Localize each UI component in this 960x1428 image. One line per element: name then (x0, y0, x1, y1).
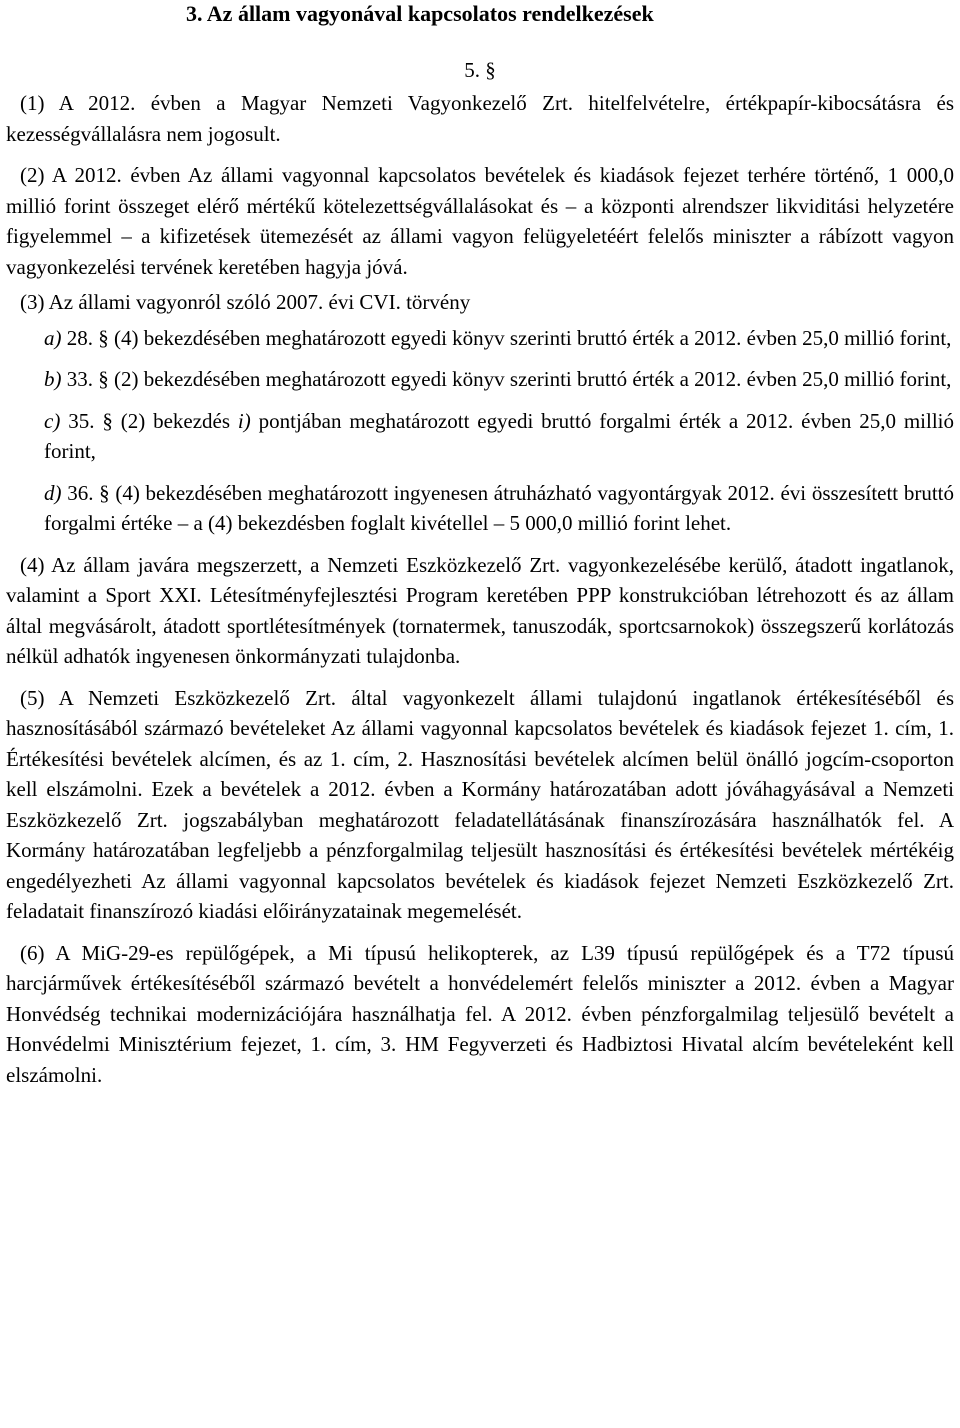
paragraph-2: (2) A 2012. évben Az állami vagyonnal kapcsolatos bevételek és kiadások fejezet terhére történő, 1 000,0 millió forint összeget elérő mértékű kötelezettségvállalásokat és – a központi alrendszer likviditási helyzetére figyelemmel – a kifizetések ütemezését az állami vagyon felügyeletéért felelős miniszter a rábízott vagyon vagyonkezelési tervének keretében hagyja jóvá. (6, 163, 954, 279)
item-label: a) (44, 325, 62, 350)
list-item-d (44, 478, 954, 539)
item-point-label: i) (237, 408, 251, 433)
list-item-c (44, 406, 954, 467)
paragraph-1: (1) A 2012. évben a Magyar Nemzeti Vagyonkezelő Zrt. hitelfelvételre, értékpapír-kibocsátásra és kezességvállalásra nem jogosult. (6, 91, 954, 146)
item-label: c) (44, 408, 61, 433)
item-text: 28. § (4) bekezdésében meghatározott egyedi könyv szerinti bruttó érték a 2012. évben 25,0 millió forint, (66, 325, 952, 350)
item-text: 33. § (2) bekezdésében meghatározott egyedi könyv szerinti bruttó érték a 2012. évben 25,0 millió forint, (66, 367, 952, 391)
item-label: d) (44, 480, 62, 505)
section-number: 5. § (464, 58, 496, 82)
document-page (6, 0, 954, 1090)
list-item-b (44, 364, 954, 395)
list-item-a (44, 323, 954, 354)
paragraph-4: (4) Az állam javára megszerzett, a Nemzeti Eszközkezelő Zrt. vagyonkezelésébe kerülő, átadott ingatlanok, valamint a Sport XXI. Létesítményfejlesztési Program keretében PPP konstrukcióban létrehozott és az állam által megvásárolt, átadott sportlétesítmények (tornatermek, tanuszodák, sportcsarnokok) összegszerű korlátozás nélkül adhatók ingyenesen önkormányzati tulajdonba. (6, 552, 954, 668)
item-label: b) (44, 367, 62, 391)
item-text: 36. § (4) bekezdésében meghatározott ingyenesen átruházható vagyontárgyak 2012. évi összesített bruttó forgalmi értéke – a (4) bekezdésben foglalt kivétellel – 5 000,0 millió forint lehet. (44, 480, 954, 535)
paragraph-3-intro: (3) Az állami vagyonról szóló 2007. évi CVI. törvény (20, 290, 471, 314)
paragraph-6: (6) A MiG-29-es repülőgépek, a Mi típusú helikopterek, az L39 típusú repülőgépek és a T72 típusú harcjárművek értékesítéséből származó bevételt a honvédelemért felelős miniszter a 2012. évben a Magyar Honvédség technikai modernizációjára használhatja fel. A 2012. évben pénzforgalmilag teljesülő bevételt a Honvédelmi Minisztérium fejezet, 1. cím, 3. HM Fegyverzeti és Hadbiztosi Hivatal alcím bevételeként kell elszámolni. (6, 940, 954, 1087)
paragraph-3-list (6, 323, 954, 539)
item-text: 35. § (2) bekezdés (68, 408, 238, 433)
chapter-heading: 3. Az állam vagyonával kapcsolatos rendelkezések (186, 1, 654, 26)
item-text: pontjában meghatározott egyedi bruttó forgalmi érték a 2012. évben 25,0 millió forint, (44, 408, 954, 463)
paragraph-5: (5) A Nemzeti Eszközkezelő Zrt. által vagyonkezelt állami tulajdonú ingatlanok értékesítéséből és hasznosításából származó bevételeket Az állami vagyonnal kapcsolatos bevételek és kiadások fejezet 1. cím, 1. Értékesítési bevételek alcímen, és az 1. cím, 2. Hasznosítási bevételek alcímen belül önálló jogcím-csoporton kell elszámolni. Ezek a bevételek a 2012. évben a Kormány határozatában adott jóváhagyásával a Nemzeti Eszközkezelő Zrt. jogszabályban meghatározott feladatellátásának finanszírozására használhatók fel. A Kormány határozatában legfeljebb a pénzforgalmilag teljesült hasznosítási és értékesítési bevételek mértékéig engedélyezheti Az állami vagyonnal kapcsolatos bevételek és kiadások fejezet Nemzeti Eszközkezelő Zrt. feladatait finanszírozó kiadási előirányzatainak megemelését. (6, 685, 954, 923)
